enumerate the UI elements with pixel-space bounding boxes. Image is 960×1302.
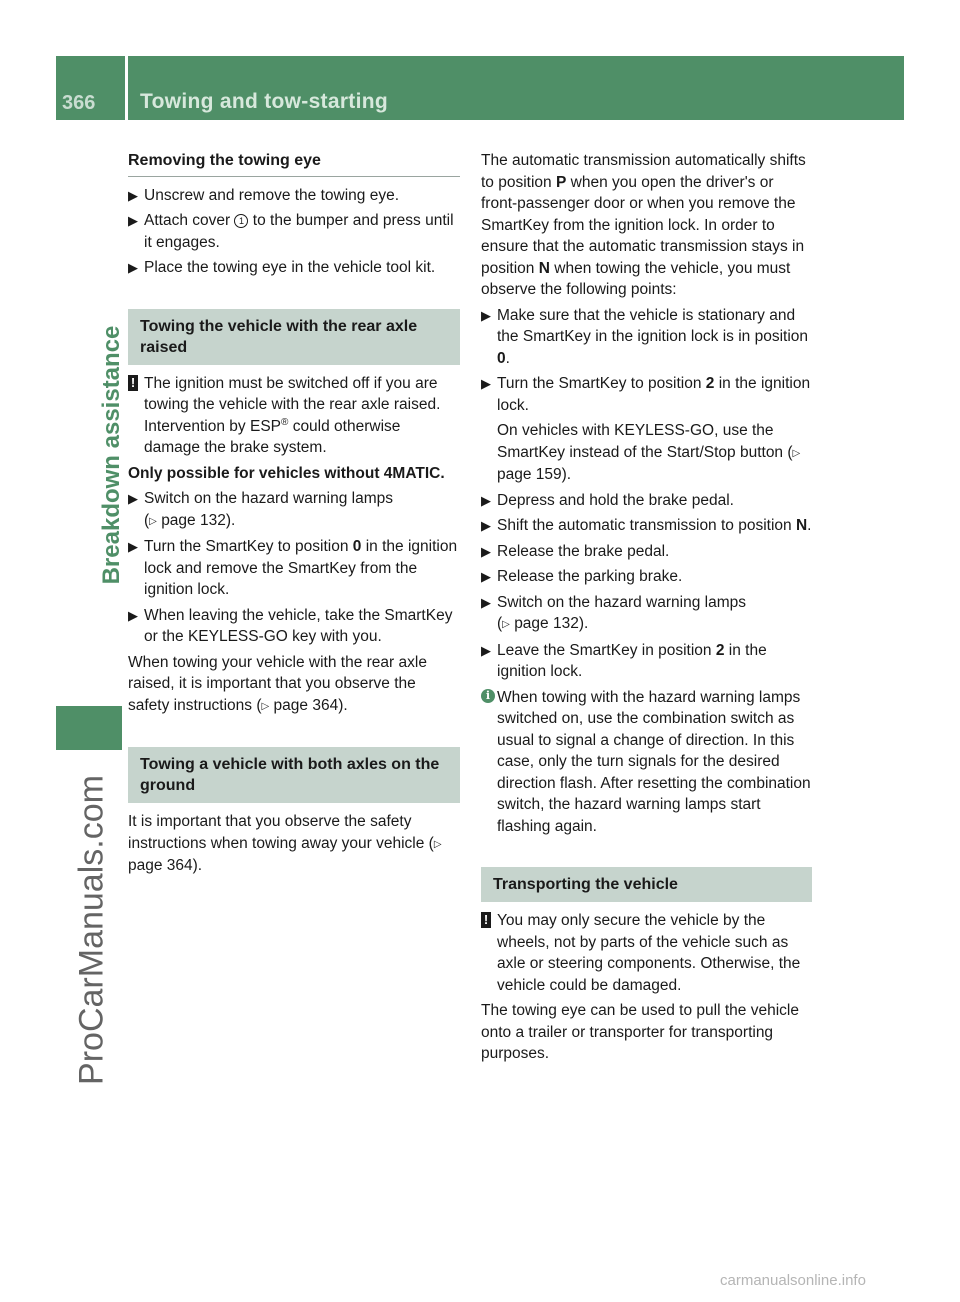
- list-item: [481, 566, 812, 588]
- step-text: Unscrew and remove the towing eye.: [144, 186, 400, 204]
- step-arrow-icon: ▶: [481, 518, 491, 533]
- page-number: 366: [62, 92, 96, 114]
- both-axles-heading: Towing a vehicle with both axles on the ground: [128, 747, 460, 803]
- warning-note: [481, 910, 812, 996]
- list-item: [128, 210, 460, 253]
- right-column: [481, 150, 812, 1069]
- step-arrow-icon: ▶: [481, 307, 491, 323]
- step-text: Turn the SmartKey to position: [497, 375, 702, 392]
- warning-note: [128, 373, 460, 459]
- step-text: On vehicles with KEYLESS-GO, use the SmartKey instead of the Start/Stop button (: [497, 422, 793, 461]
- list-item: [481, 640, 812, 683]
- step-text: Attach cover: [144, 212, 231, 229]
- page-ref-icon: ▷: [433, 838, 442, 850]
- step-arrow-icon: ▶: [481, 569, 491, 584]
- step-text: Turn the SmartKey to position: [144, 538, 349, 555]
- info-note: [481, 687, 812, 838]
- position-value: N: [795, 517, 808, 534]
- paragraph-text: when you open the driver's or front-passenger door or when you remove the SmartKey from the ignition lock. In order to ensure that the automatic transmission stays in position: [481, 173, 805, 277]
- warning-icon: !: [128, 375, 138, 391]
- step-continuation: [481, 420, 812, 486]
- position-value: N: [538, 259, 550, 277]
- list-item: ▶ Switch on the hazard warning lamps (▷ page 132).: [128, 490, 393, 529]
- note-text: The ignition must be switched off if you are towing the vehicle with the rear axle raised. Intervention by ESP: [144, 374, 441, 435]
- paragraph: The towing eye can be used to pull the vehicle onto a trailer or transporter for transporting purposes.: [481, 1002, 799, 1062]
- section-tab: [56, 706, 122, 750]
- step-text: Place the towing eye in the vehicle tool kit.: [144, 259, 436, 276]
- position-value: P: [555, 173, 567, 191]
- step-text: Switch on the hazard warning lamps: [497, 593, 746, 611]
- step-text: Release the parking brake.: [497, 568, 683, 585]
- removing-heading: Removing the towing eye: [128, 150, 460, 177]
- step-arrow-icon: ▶: [481, 376, 491, 391]
- step-arrow-icon: ▶: [128, 607, 138, 623]
- step-text: in the ignition lock.: [497, 641, 767, 680]
- note-text: When towing with the hazard warning lamps switched on, use the combination switch as usual to signal a change of direction. In this case, only the turn signals for the desired direction flash. After resetting the combination switch, the hazard warning lamps start flashing again.: [497, 688, 811, 835]
- note-text: You may only secure the vehicle by the wheels, not by parts of the vehicle such as axle or steering components. Otherwise, the vehicle could be damaged.: [497, 912, 801, 994]
- step-text: in the ignition lock and remove the SmartKey from the ignition lock.: [144, 538, 458, 598]
- paragraph: [128, 652, 460, 718]
- page-ref-icon: ▷: [261, 700, 270, 712]
- paragraph-text: The automatic transmission automatically shifts to position: [481, 152, 806, 191]
- position-value: 2: [705, 375, 715, 392]
- position-value: 0: [497, 349, 506, 367]
- step-arrow-icon: ▶: [128, 539, 138, 554]
- list-item: [481, 373, 812, 416]
- step-text: Release the brake pedal.: [497, 542, 670, 560]
- step-arrow-icon: ▶: [128, 491, 138, 506]
- info-icon: i: [481, 689, 495, 703]
- page-title: Towing and tow-starting: [140, 90, 388, 113]
- step-arrow-icon: ▶: [128, 213, 138, 228]
- page-ref[interactable]: page 159).: [497, 466, 572, 483]
- page-ref[interactable]: page 132).: [161, 511, 236, 529]
- page-ref-icon: ▷: [502, 619, 510, 630]
- paragraph-text: When towing your vehicle with the rear axle raised, it is important that you observe the safety instructions (: [128, 653, 427, 714]
- position-value: 0: [352, 538, 362, 555]
- page-ref[interactable]: page 364).: [273, 696, 348, 714]
- step-text: in the ignition lock.: [497, 375, 811, 414]
- step-arrow-icon: ▶: [481, 594, 491, 610]
- list-item: ▶ Make sure that the vehicle is stationary and the SmartKey in the ignition lock is in position 0.: [481, 306, 809, 367]
- list-item: [481, 541, 812, 563]
- step-arrow-icon: ▶: [481, 642, 491, 658]
- header-divider: [125, 56, 128, 120]
- step-text: Depress and hold the brake pedal.: [497, 491, 734, 509]
- list-item: [128, 605, 460, 648]
- list-item: [128, 536, 460, 601]
- step-text: to the bumper and press until it engages.: [144, 212, 454, 251]
- step-arrow-icon: ▶: [481, 492, 491, 508]
- registered-mark: ®: [281, 416, 289, 428]
- paragraph-text: when towing the vehicle, you must observe the following points:: [481, 259, 791, 298]
- step-text: Switch on the hazard warning lamps: [144, 490, 393, 507]
- transport-heading: Transporting the vehicle: [481, 867, 812, 902]
- intro-paragraph: [481, 150, 812, 301]
- step-arrow-icon: ▶: [128, 187, 138, 203]
- paragraph-text: It is important that you observe the safety instructions when towing away your vehicle (: [128, 813, 434, 852]
- watermark: ProCarManuals.com: [72, 775, 111, 1085]
- step-arrow-icon: ▶: [481, 543, 491, 559]
- warning-icon: !: [481, 912, 491, 928]
- list-item: [481, 490, 812, 512]
- list-item: ▶ Shift the automatic transmission to position N.: [481, 515, 812, 537]
- callout-marker: 1: [234, 214, 248, 228]
- paragraph: [128, 811, 460, 877]
- step-text: Shift the automatic transmission to position: [497, 517, 792, 534]
- note-text: could otherwise damage the brake system.: [144, 417, 401, 456]
- step-text: Make sure that the vehicle is stationary and the SmartKey in the ignition lock is in position: [497, 306, 809, 345]
- page-ref-icon: ▷: [792, 447, 801, 459]
- rear-axle-heading: Towing the vehicle with the rear axle raised: [128, 309, 460, 365]
- section-label: Breakdown assistance: [98, 325, 125, 585]
- position-value: 2: [715, 641, 725, 659]
- page-ref-icon: ▷: [149, 515, 157, 527]
- list-item: [128, 185, 460, 207]
- footer-watermark: carmanualsonline.info: [720, 1272, 866, 1289]
- restriction-text: Only possible for vehicles without 4MATIC.: [128, 464, 445, 482]
- step-text: Leave the SmartKey in position: [497, 641, 712, 659]
- step-text: When leaving the vehicle, take the SmartKey or the KEYLESS-GO key with you.: [144, 606, 453, 645]
- list-item: [128, 257, 460, 279]
- page-ref[interactable]: page 132).: [514, 615, 589, 632]
- page-ref[interactable]: page 364).: [128, 857, 203, 874]
- list-item: ▶ Switch on the hazard warning lamps (▷ page 132).: [481, 593, 746, 632]
- step-arrow-icon: ▶: [128, 260, 138, 275]
- left-column: [128, 150, 460, 881]
